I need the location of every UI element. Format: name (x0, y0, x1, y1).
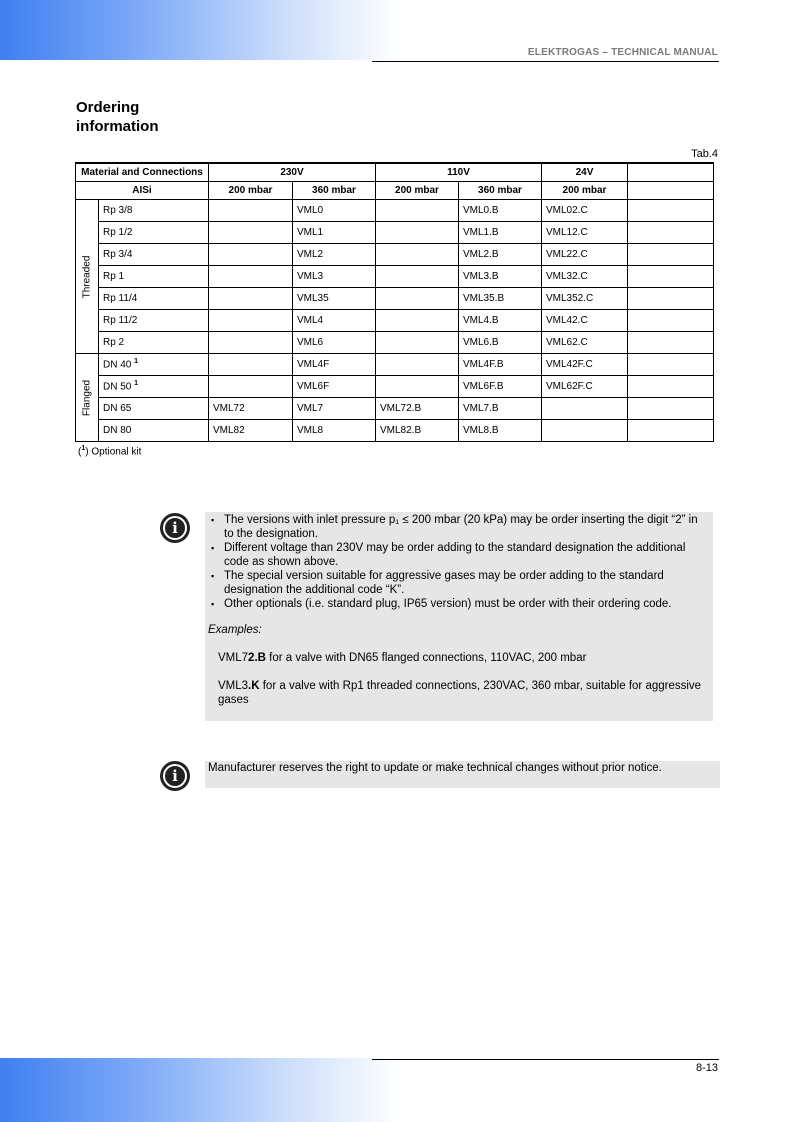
model-code-cell: VML32.C (542, 266, 628, 288)
model-code-cell: VML8 (293, 420, 376, 442)
connection-size-cell: Rp 11/4 (99, 288, 209, 310)
connection-size-cell: Rp 1 (99, 266, 209, 288)
model-code-cell: VML2.B (459, 244, 542, 266)
table-row (76, 288, 714, 310)
model-code-cell: VML352.C (542, 288, 628, 310)
header-230-200: 200 mbar (209, 182, 293, 200)
threaded-group-cell (76, 200, 99, 354)
model-code-cell (209, 288, 293, 310)
model-code-cell: VML42F.C (542, 354, 628, 376)
empty-cell (628, 288, 714, 310)
header-material: Material and Connections (76, 163, 209, 182)
empty-cell (628, 244, 714, 266)
header-230v: 230V (209, 163, 376, 182)
table-row (76, 310, 714, 332)
model-code-cell: VML72.B (376, 398, 459, 420)
connection-size-cell: Rp 11/2 (99, 310, 209, 332)
connection-size-cell: DN 50 $^1$ (99, 376, 209, 398)
model-code-cell: VML6.B (459, 332, 542, 354)
header-gradient-band (0, 0, 400, 60)
model-code-cell (376, 244, 459, 266)
notes-list (208, 513, 703, 611)
model-code-cell: VML35 (293, 288, 376, 310)
empty-cell (628, 310, 714, 332)
model-code-cell (376, 310, 459, 332)
model-code-cell: VML0.B (459, 200, 542, 222)
page-number: 8-13 (695, 1062, 718, 1074)
connection-size-cell: DN 65 (99, 398, 209, 420)
model-code-cell (542, 398, 628, 420)
disclaimer-box (205, 761, 720, 788)
model-code-cell: VML82.B (376, 420, 459, 442)
header-24-200: 200 mbar (542, 182, 628, 200)
note-item: ▪ Other optionals (i.e. standard plug, IP65 version) must be order with their ordering code. (224, 597, 703, 611)
threaded-group-label: Threaded (81, 255, 93, 298)
model-code-cell (209, 354, 293, 376)
model-code-cell: VML4F (293, 354, 376, 376)
model-code-cell (209, 244, 293, 266)
table-row (76, 398, 714, 420)
model-code-cell (376, 354, 459, 376)
model-code-cell (209, 222, 293, 244)
header-empty-2 (628, 182, 714, 200)
model-code-cell: VML72 (209, 398, 293, 420)
model-code-cell: VML6 (293, 332, 376, 354)
table-reference: Tab.4 (691, 148, 718, 160)
footer-divider (372, 1059, 719, 1060)
model-code-cell (376, 266, 459, 288)
model-code-cell: VML8.B (459, 420, 542, 442)
table-header-row-2 (76, 182, 714, 200)
note-item: ▪ The versions with inlet pressure p₁ ≤ 200 mbar (20 kPa) may be order inserting the digit “2” in to the designation. (224, 513, 703, 541)
note-item: ▪ The special version suitable for aggressive gases may be order adding to the standard designation the additional code “K”. (224, 569, 703, 597)
info-icon: i (160, 513, 190, 543)
empty-cell (628, 398, 714, 420)
model-code-cell: VML1.B (459, 222, 542, 244)
model-code-cell: VML3 (293, 266, 376, 288)
table-row (76, 266, 714, 288)
model-code-cell: VML82 (209, 420, 293, 442)
note-item: ▪ Different voltage than 230V may be order adding to the standard designation the additional code as shown above. (224, 541, 703, 569)
model-code-cell: VML7.B (459, 398, 542, 420)
model-code-cell (209, 376, 293, 398)
model-code-cell: VML4 (293, 310, 376, 332)
footnote: ($^1$) Optional kit (78, 445, 142, 458)
model-code-cell: VML42.C (542, 310, 628, 332)
connection-size-cell: Rp 3/4 (99, 244, 209, 266)
model-code-cell: VML4.B (459, 310, 542, 332)
model-code-cell: VML1 (293, 222, 376, 244)
model-code-cell: VML3.B (459, 266, 542, 288)
table-row (76, 420, 714, 442)
connection-size-cell: Rp 3/8 (99, 200, 209, 222)
table-row (76, 332, 714, 354)
header-empty (628, 163, 714, 182)
section-title (76, 98, 196, 136)
header-divider (372, 61, 719, 62)
table-row (76, 222, 714, 244)
footer-gradient-band (0, 1058, 400, 1122)
empty-cell (628, 266, 714, 288)
model-code-cell (209, 200, 293, 222)
model-code-cell: VML62.C (542, 332, 628, 354)
model-code-cell (376, 222, 459, 244)
connection-size-cell: DN 80 (99, 420, 209, 442)
header-230-360: 360 mbar (293, 182, 376, 200)
model-code-cell (376, 376, 459, 398)
table-header-row-1 (76, 163, 714, 182)
ordering-table (75, 162, 714, 442)
model-code-cell (542, 420, 628, 442)
model-code-cell: VML12.C (542, 222, 628, 244)
model-code-cell: VML2 (293, 244, 376, 266)
model-code-cell (209, 332, 293, 354)
model-code-cell (209, 266, 293, 288)
connection-size-cell: Rp 2 (99, 332, 209, 354)
header-aisi: AISi (76, 182, 209, 200)
connection-size-cell: DN 40 $^1$ (99, 354, 209, 376)
model-code-cell (376, 200, 459, 222)
header-110-200: 200 mbar (376, 182, 459, 200)
model-code-cell (209, 310, 293, 332)
model-code-cell: VML7 (293, 398, 376, 420)
connection-size-cell: Rp 1/2 (99, 222, 209, 244)
empty-cell (628, 222, 714, 244)
flanged-group-cell (76, 354, 99, 442)
empty-cell (628, 354, 714, 376)
examples-label: Examples: (208, 624, 262, 636)
example-2: VML3.K for a valve with Rp1 threaded connections, 230VAC, 360 mbar, suitable for aggressive gases (218, 680, 702, 706)
title-line-1: Ordering (76, 99, 140, 116)
table-row (76, 200, 714, 222)
table-row (76, 244, 714, 266)
title-line-2: information (76, 118, 159, 135)
header-110v: 110V (376, 163, 542, 182)
model-code-cell (376, 288, 459, 310)
model-code-cell: VML62F.C (542, 376, 628, 398)
ordering-notes-box (205, 512, 713, 721)
flanged-group-label: Flanged (81, 379, 93, 416)
disclaimer-text: Manufacturer reserves the right to update or make technical changes without prior notice. (208, 762, 662, 774)
model-code-cell: VML4F.B (459, 354, 542, 376)
empty-cell (628, 376, 714, 398)
model-code-cell: VML35.B (459, 288, 542, 310)
empty-cell (628, 420, 714, 442)
header-24v: 24V (542, 163, 628, 182)
manual-header: ELEKTROGAS – TECHNICAL MANUAL (527, 47, 718, 58)
table-row (76, 376, 714, 398)
model-code-cell: VML02.C (542, 200, 628, 222)
example-1: VML72.B for a valve with DN65 flanged connections, 110VAC, 200 mbar (218, 652, 587, 664)
table-body (76, 200, 714, 442)
header-110-360: 360 mbar (459, 182, 542, 200)
empty-cell (628, 200, 714, 222)
empty-cell (628, 332, 714, 354)
table-row (76, 354, 714, 376)
model-code-cell: VML22.C (542, 244, 628, 266)
info-icon: i (160, 761, 190, 791)
model-code-cell: VML0 (293, 200, 376, 222)
model-code-cell: VML6F.B (459, 376, 542, 398)
model-code-cell (376, 332, 459, 354)
model-code-cell: VML6F (293, 376, 376, 398)
